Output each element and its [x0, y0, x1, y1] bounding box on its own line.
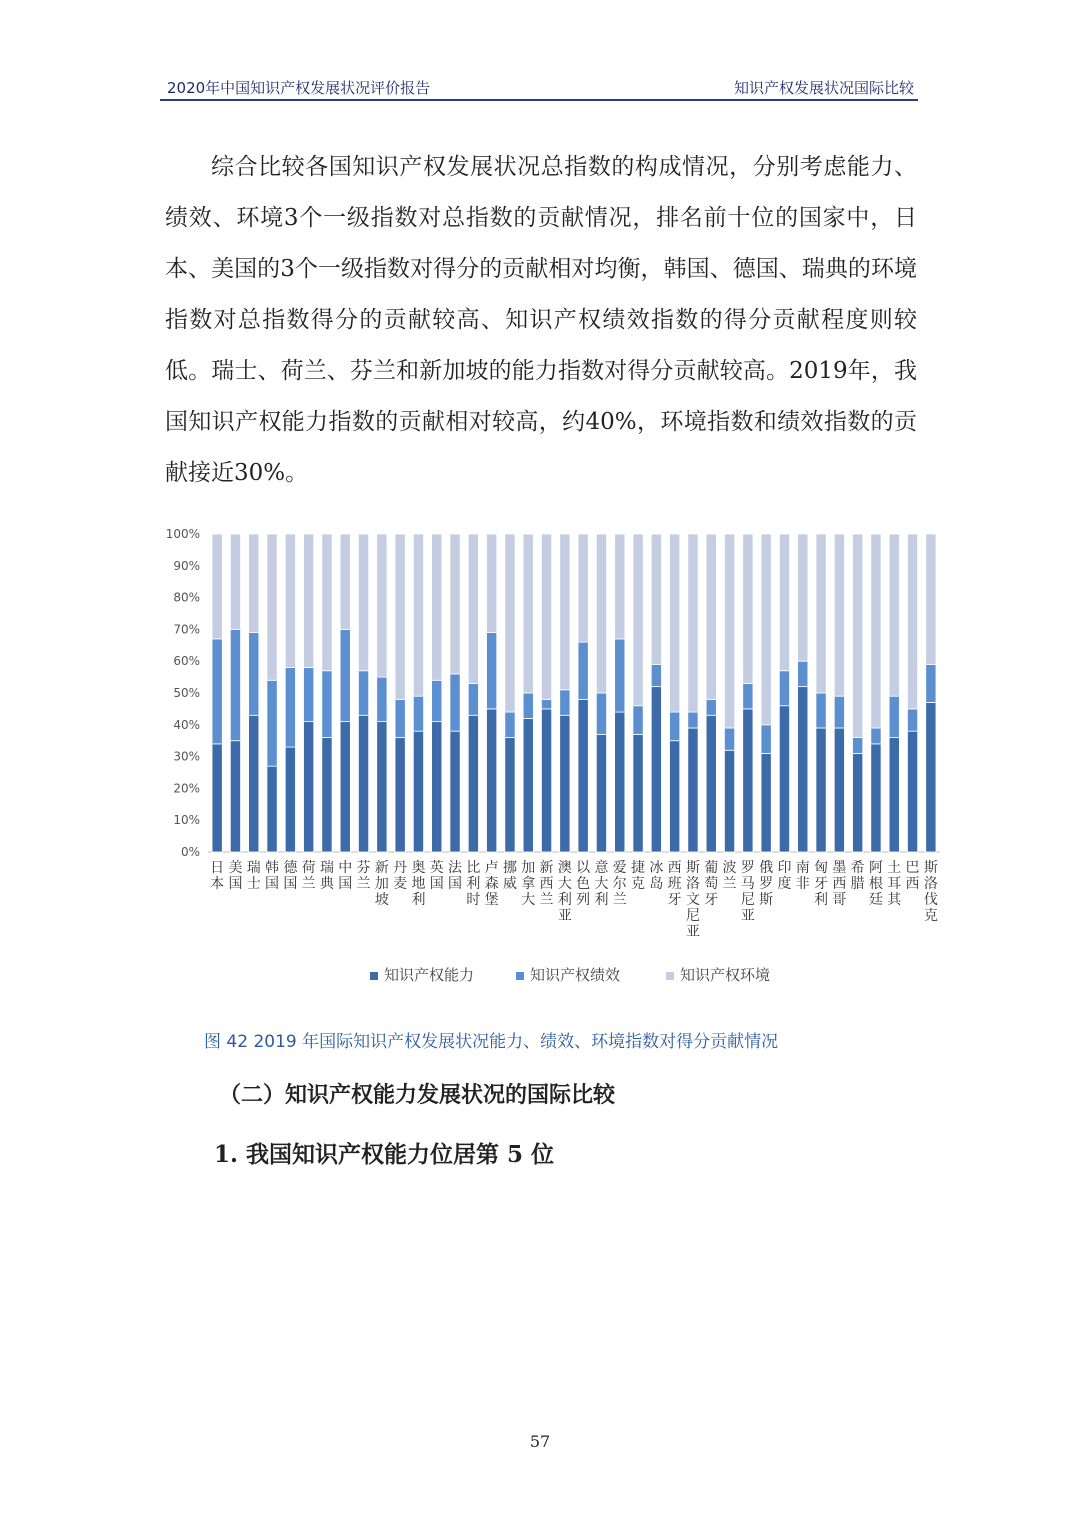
x-category-label [338, 859, 352, 892]
bar-segment [468, 715, 478, 852]
x-category-label [540, 860, 554, 908]
x-label-char: 亚 [557, 908, 572, 924]
x-category-label [485, 859, 499, 908]
bar-segment [761, 725, 771, 754]
x-category-label [741, 860, 755, 924]
bar-segment [487, 633, 497, 709]
x-label-char: 牙 [704, 892, 719, 908]
x-category-label [228, 860, 242, 892]
x-label-char: 奥 [411, 860, 426, 876]
bar-segment [505, 738, 515, 852]
y-tick-label: 90% [173, 558, 200, 573]
bar-segment [724, 750, 734, 852]
bar-segment [798, 687, 808, 852]
x-label-char: 大 [521, 892, 536, 908]
y-tick-label: 10% [173, 813, 200, 828]
x-label-char: 国 [429, 876, 444, 892]
x-label-char: 俄 [759, 860, 774, 876]
bar-segment [267, 766, 277, 852]
x-label-char: 冰 [649, 860, 664, 876]
x-label-char: 英 [429, 860, 444, 876]
x-label-char: 中 [338, 860, 353, 876]
bar-segment [212, 639, 222, 744]
y-tick-label: 100% [165, 527, 200, 541]
bar-segment [816, 728, 826, 852]
bar-segment [596, 734, 606, 852]
x-label-char: 希 [850, 860, 865, 876]
header-report-title: 2020年中国知识产权发展状况评价报告 [167, 79, 431, 97]
bar-segment [267, 534, 277, 680]
x-category-label [448, 859, 463, 892]
bar-segment [487, 534, 497, 633]
x-label-char: 马 [740, 876, 755, 892]
x-label-char: 利 [466, 876, 481, 892]
bar-segment [853, 738, 863, 754]
x-category-label [851, 860, 865, 892]
x-category-label [411, 859, 425, 908]
bar-segment [834, 696, 844, 728]
x-label-char: 大 [594, 876, 609, 892]
bar-segment [340, 534, 350, 629]
bar-segment [907, 709, 917, 731]
bar-segment [798, 661, 808, 686]
bar-segment [706, 715, 716, 852]
x-label-char: 丹 [393, 860, 408, 876]
bar-segment [358, 671, 368, 716]
legend-label: 知识产权绩效 [530, 966, 621, 984]
x-label-char: 挪 [502, 860, 517, 876]
bar-segment [304, 668, 314, 722]
x-label-char: 国 [338, 876, 353, 892]
x-label-char: 瑞 [246, 860, 261, 876]
x-label-char: 时 [466, 892, 481, 908]
x-label-char: 坡 [374, 892, 389, 908]
x-label-char: 南 [795, 860, 810, 876]
bar-segment [889, 738, 899, 852]
bar-segment [743, 709, 753, 852]
bar-segment [249, 534, 259, 633]
bar-segment [853, 534, 863, 738]
x-category-label [723, 860, 737, 892]
bar-segment [578, 699, 588, 852]
x-label-char: 兰 [301, 876, 316, 892]
x-label-char: 牙 [667, 892, 682, 908]
x-label-char: 美 [228, 860, 243, 876]
bar-segment [761, 534, 771, 725]
x-category-label [265, 859, 279, 892]
y-tick-label: 80% [173, 590, 200, 605]
bar-segment [541, 699, 551, 709]
x-category-label [924, 860, 938, 924]
x-category-label [777, 860, 791, 892]
bar-segment [779, 706, 789, 852]
header-rule [160, 99, 918, 101]
bar-segment [834, 534, 844, 696]
x-category-label [906, 860, 920, 892]
x-label-char: 森 [484, 876, 499, 892]
bar-segment [816, 693, 826, 728]
bar-segment [578, 534, 588, 642]
bar-segment [212, 744, 222, 852]
x-label-char: 斯 [759, 892, 774, 908]
bar-segment [798, 534, 808, 661]
bar-segment [724, 728, 734, 750]
x-category-label [247, 859, 261, 892]
x-label-char: 哥 [832, 892, 847, 908]
x-category-label [613, 860, 627, 908]
x-label-char: 克 [631, 876, 646, 892]
bar-segment [670, 712, 680, 741]
x-category-label [759, 860, 773, 908]
x-label-char: 文 [685, 892, 700, 908]
x-label-char: 西 [832, 876, 847, 892]
x-label-char: 印 [777, 860, 792, 876]
x-label-char: 其 [887, 892, 902, 908]
x-category-label [814, 860, 828, 908]
bar-segment [413, 731, 423, 852]
x-category-label [503, 859, 517, 892]
legend-swatch [666, 972, 674, 980]
bar-segment [706, 534, 716, 699]
bar-segment [779, 671, 789, 706]
bar-segment [926, 703, 936, 852]
bar-segment [761, 753, 771, 852]
bar-segment [907, 534, 917, 709]
bar-segment [743, 683, 753, 708]
bar-segment [285, 534, 295, 668]
bar-segment [651, 534, 661, 664]
bar-segment [267, 680, 277, 766]
bar-segment [706, 699, 716, 715]
bar-segment [413, 534, 423, 696]
x-category-label [302, 860, 316, 892]
bar-segment [230, 534, 240, 629]
x-label-char: 兰 [612, 892, 627, 908]
bar-segment [541, 534, 551, 699]
x-label-char: 西 [905, 876, 920, 892]
x-label-char: 利 [594, 892, 609, 908]
bar-segment [724, 534, 734, 728]
x-label-char: 西 [667, 860, 682, 876]
bar-segment [816, 534, 826, 693]
x-label-char: 非 [795, 876, 810, 892]
x-label-char: 兰 [722, 876, 737, 892]
legend-label: 知识产权能力 [384, 966, 475, 984]
bar-segment [395, 738, 405, 852]
bar-segment [523, 534, 533, 693]
x-label-char: 罗 [759, 876, 774, 892]
bar-segment [249, 715, 259, 852]
y-tick-label: 30% [173, 749, 200, 764]
bar-segment [688, 728, 698, 852]
x-category-label [594, 860, 608, 908]
y-tick-label: 40% [173, 717, 200, 732]
x-label-char: 地 [411, 876, 426, 892]
x-label-char: 班 [667, 876, 682, 892]
x-label-char: 意 [594, 860, 609, 876]
bar-segment [651, 664, 661, 686]
x-label-char: 瑞 [319, 860, 334, 876]
bar-segment [468, 683, 478, 715]
x-label-char: 爱 [612, 860, 627, 876]
x-label-char: 国 [265, 876, 280, 892]
x-label-char: 加 [521, 860, 536, 876]
x-label-char: 尼 [740, 892, 755, 908]
x-label-char: 兰 [539, 892, 554, 908]
y-tick-label: 70% [173, 622, 200, 637]
bar-segment [560, 690, 570, 715]
x-label-char: 韩 [265, 860, 280, 876]
bar-segment [926, 664, 936, 702]
x-category-label [521, 860, 535, 908]
x-label-char: 色 [576, 876, 591, 892]
x-label-char: 荷 [301, 860, 316, 876]
y-tick-label: 50% [173, 686, 200, 700]
bar-segment [596, 534, 606, 693]
bar-segment [633, 734, 643, 852]
x-label-char: 耳 [887, 876, 902, 892]
x-label-char: 阿 [868, 860, 883, 876]
bar-segment [871, 744, 881, 852]
bar-segment [377, 677, 387, 722]
bar-segment [450, 674, 460, 731]
x-label-char: 利 [814, 892, 829, 908]
x-label-char: 法 [448, 860, 463, 876]
x-label-char: 匈 [814, 860, 829, 876]
bar-segment [230, 629, 240, 740]
x-label-char: 度 [777, 876, 792, 892]
bar-segment [432, 534, 442, 680]
x-label-char: 国 [448, 876, 463, 892]
x-category-label [210, 860, 224, 892]
bar-segment [670, 534, 680, 712]
bar-segment [523, 718, 533, 852]
x-label-char: 新 [374, 860, 389, 876]
x-label-char: 尼 [685, 908, 700, 924]
bar-segment [322, 671, 332, 738]
x-label-char: 亚 [685, 924, 700, 940]
y-tick-label: 0% [180, 845, 200, 859]
bar-segment [615, 639, 625, 712]
bar-segment [523, 693, 533, 718]
x-label-char: 洛 [923, 876, 938, 892]
legend-label: 知识产权环境 [680, 966, 771, 984]
x-label-char: 斯 [685, 860, 700, 876]
bar-segment [596, 693, 606, 734]
x-label-char: 堡 [484, 892, 499, 908]
x-label-char: 日 [210, 860, 225, 876]
x-label-char: 罗 [740, 860, 755, 876]
x-label-char: 国 [283, 876, 298, 892]
x-label-char: 兰 [356, 876, 371, 892]
bar-segment [633, 534, 643, 706]
x-category-label [796, 859, 810, 892]
bar-segment [285, 668, 295, 748]
bar-segment [304, 534, 314, 668]
bar-segment [249, 633, 259, 716]
bar-segment [615, 534, 625, 639]
bar-segment [871, 534, 881, 728]
bar-segment [468, 534, 478, 683]
figure-caption: 图 42 2019 年国际知识产权发展状况能力、绩效、环境指数对得分贡献情况 [204, 1032, 779, 1052]
x-label-char: 洛 [685, 876, 700, 892]
bar-segment [358, 715, 368, 852]
x-label-char: 西 [539, 876, 554, 892]
x-label-char: 卢 [484, 860, 499, 876]
bar-segment [285, 747, 295, 852]
bar-segment [395, 534, 405, 699]
header-chapter-title: 知识产权发展状况国际比较 [733, 79, 914, 97]
subsection-title: 1. 我国知识产权能力位居第 5 位 [214, 1141, 555, 1168]
body-paragraph: 综合比较各国知识产权发展状况总指数的构成情况，分别考虑能力、绩效、环境3个一级指数对总指数的贡献情况，排名前十位的国家中，日本、美国的3个一级指数对得分的贡献相对均衡，韩国、德国、瑞典的环境指数对总指数得分的贡献较高、知识产权绩效指数的得分贡献程度则较低。瑞士、荷兰、芬兰和新加坡的能力指数对得分贡献较高。2019年，我国知识产权能力指数的贡献相对较高，约40%，环境指数和绩效指数的贡献接近30%。 [165, 154, 917, 486]
bar-segment [322, 738, 332, 852]
x-category-label [686, 860, 700, 940]
bar-segment [743, 534, 753, 683]
bar-segment [578, 642, 588, 699]
y-tick-label: 20% [173, 781, 200, 796]
bar-segment [395, 699, 405, 737]
x-label-char: 土 [887, 860, 902, 876]
y-tick-label: 60% [173, 654, 200, 669]
bar-segment [432, 680, 442, 721]
x-label-char: 典 [319, 876, 334, 892]
x-category-label [357, 860, 371, 892]
x-label-char: 伐 [923, 892, 938, 908]
x-label-char: 大 [557, 876, 572, 892]
bar-segment [889, 696, 899, 737]
x-category-label [832, 860, 846, 908]
bar-segment [688, 712, 698, 728]
bar-segment [834, 728, 844, 852]
x-category-label [887, 859, 902, 908]
x-label-char: 国 [228, 876, 243, 892]
bar-segment [926, 534, 936, 664]
x-label-char: 芬 [356, 860, 371, 876]
x-label-char: 萄 [704, 876, 719, 892]
bar-segment [377, 722, 387, 852]
x-label-char: 麦 [393, 876, 408, 892]
bar-segment [907, 731, 917, 852]
x-label-char: 比 [466, 860, 481, 876]
x-category-label [869, 860, 883, 908]
bar-segment [633, 706, 643, 735]
x-category-label [558, 860, 572, 924]
bar-segment [889, 534, 899, 696]
bar-segment [413, 696, 423, 731]
bar-segment [377, 534, 387, 677]
x-label-char: 士 [246, 876, 261, 892]
x-category-label [576, 860, 591, 908]
bar-segment [450, 534, 460, 674]
x-label-char: 根 [868, 876, 883, 892]
x-label-char: 葡 [704, 860, 719, 876]
x-category-label [430, 860, 444, 892]
x-label-char: 尔 [612, 876, 627, 892]
x-label-char: 利 [411, 892, 426, 908]
x-label-char: 列 [576, 892, 591, 908]
x-label-char: 牙 [814, 876, 829, 892]
bar-segment [560, 715, 570, 852]
x-category-label [283, 860, 298, 892]
x-label-char: 腊 [850, 876, 865, 892]
bar-segment [560, 534, 570, 690]
x-label-char: 拿 [521, 876, 536, 892]
x-label-char: 利 [557, 892, 572, 908]
bar-segment [779, 534, 789, 671]
section-title: （二）知识产权能力发展状况的国际比较 [219, 1082, 616, 1108]
x-category-label [668, 860, 682, 908]
x-label-char: 捷 [631, 860, 646, 876]
x-label-char: 墨 [832, 860, 847, 876]
x-category-label [393, 860, 407, 892]
x-label-char: 新 [539, 860, 554, 876]
x-category-label [704, 860, 718, 908]
x-label-char: 德 [283, 860, 298, 876]
bar-segment [651, 687, 661, 852]
x-label-char: 本 [210, 876, 225, 892]
x-category-label [631, 859, 645, 892]
x-label-char: 加 [374, 876, 389, 892]
bar-segment [304, 722, 314, 852]
page-number: 57 [529, 1432, 551, 1451]
stacked-bar-chart [150, 520, 950, 1000]
bar-segment [688, 534, 698, 712]
x-label-char: 波 [722, 860, 737, 876]
bar-segment [505, 712, 515, 737]
x-label-char: 亚 [740, 908, 755, 924]
bar-segment [230, 741, 240, 852]
legend-swatch [516, 972, 524, 980]
x-label-char: 以 [576, 860, 591, 876]
bar-segment [340, 629, 350, 721]
bar-segment [322, 534, 332, 671]
bar-segment [615, 712, 625, 852]
bar-segment [340, 722, 350, 852]
x-label-char: 廷 [868, 892, 883, 908]
x-category-label [375, 860, 389, 908]
bar-segment [505, 534, 515, 712]
bar-segment [871, 728, 881, 744]
bar-segment [853, 753, 863, 852]
bar-segment [212, 534, 222, 639]
x-label-char: 斯 [923, 860, 938, 876]
x-label-char: 克 [923, 908, 938, 924]
x-label-char: 澳 [557, 860, 572, 876]
x-category-label [649, 860, 663, 892]
x-category-label [466, 860, 480, 908]
x-category-label [320, 859, 335, 892]
legend-swatch [370, 972, 378, 980]
x-label-char: 岛 [649, 876, 664, 892]
bar-segment [670, 741, 680, 852]
bar-segment [487, 709, 497, 852]
x-label-char: 巴 [905, 860, 920, 876]
bar-segment [358, 534, 368, 671]
bar-segment [432, 722, 442, 852]
bar-segment [450, 731, 460, 852]
bar-segment [541, 709, 551, 852]
x-label-char: 威 [502, 876, 517, 892]
